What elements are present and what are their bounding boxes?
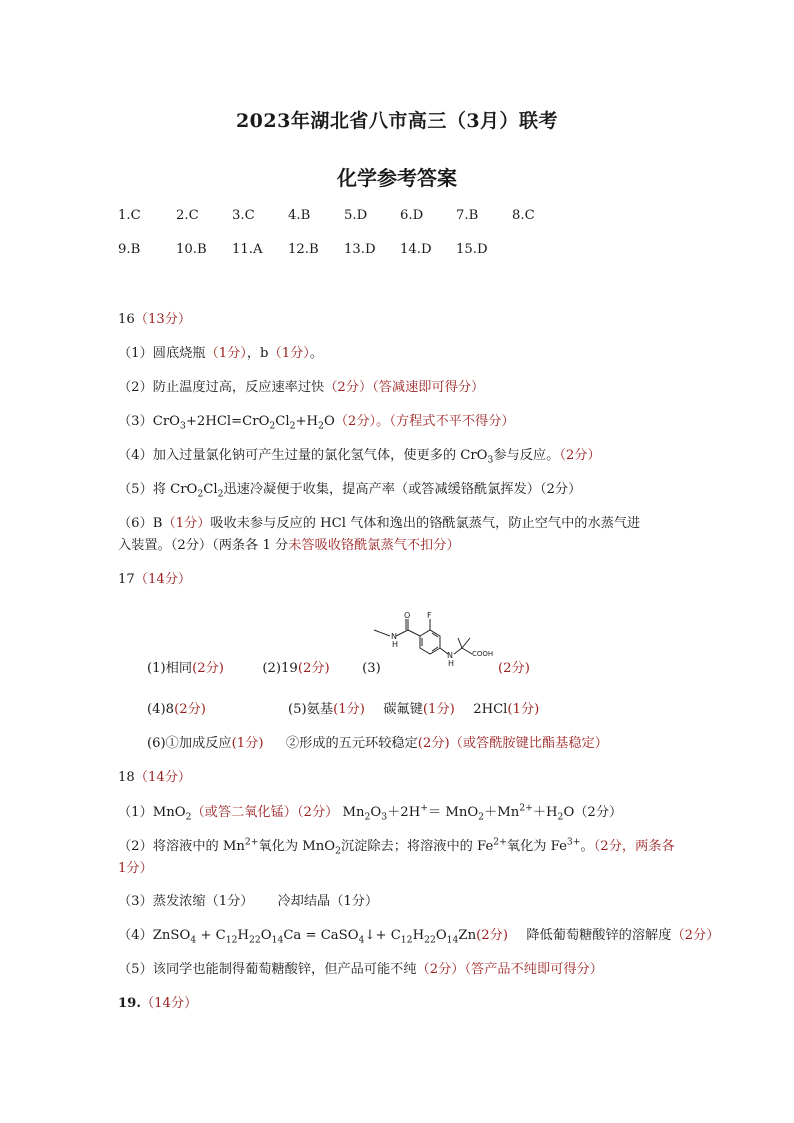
q18-part2-line1: （2）将溶液中的 $Mn^{2+}$氧化为 MnO$_2$沉淀除去；将溶液中的 $Fe^{2+}$氧化为 $Fe^{3+}$。（2分，两条各: [118, 836, 675, 857]
answer-item: 15.D: [456, 242, 488, 257]
answer-item: 9.B: [118, 242, 141, 257]
atom-label: O: [404, 611, 411, 620]
answer-item: 5.D: [344, 208, 368, 223]
answer-item: 7.B: [456, 208, 479, 223]
q18-heading: 18（14分）: [118, 770, 192, 785]
q16-part6-line1: （6）B（1分）吸收未参与反应的 HCl 气体和逸出的铬酰氯蒸气，防止空气中的水蒸气进: [118, 516, 641, 531]
atom-label: N: [391, 632, 397, 641]
answer-item: 1.C: [118, 208, 141, 223]
answer-item: 8.C: [512, 208, 535, 223]
atom-label: N: [447, 651, 453, 660]
answer-item: 14.D: [400, 242, 432, 257]
q16-heading: 16（13分）: [118, 312, 192, 327]
q17-line1: (1)相同(2分) (2)19(2分) (3): [147, 661, 381, 676]
atom-label: H: [448, 659, 455, 668]
q18-part2-line2: 1分）: [118, 861, 153, 876]
q18-part3: （3）蒸发浓缩（1分） 冷却结晶（1分）: [118, 894, 379, 909]
q17-heading: 17（14分）: [118, 572, 192, 587]
q17-part3-score: (2分): [498, 661, 530, 676]
q18-part5: （5）该同学也能制得葡萄糖酸锌，但产品可能不纯（2分）（答产品不纯即可得分）: [118, 962, 603, 977]
answer-item: 4.B: [288, 208, 311, 223]
answer-item: 13.D: [344, 242, 376, 257]
q19-heading: 19.（14分）: [118, 996, 198, 1011]
answer-item: 12.B: [288, 242, 319, 257]
page-subtitle: 化学参考答案: [337, 166, 457, 190]
molecule-structure-diagram: [360, 610, 510, 674]
answer-item: 2.C: [176, 208, 199, 223]
answer-item: 10.B: [176, 242, 207, 257]
q16-part5: （5）将 $CrO_2Cl_2$迅速冷凝便于收集，提高产率（或答减缓铬酰氯挥发）（2分）: [118, 482, 582, 500]
atom-label: COOH: [472, 650, 494, 658]
q17-line3: (6)①加成反应(1分) ②形成的五元环较稳定(2分)（或答酰胺键比酯基稳定）: [147, 736, 608, 751]
answer-item: 3.C: [232, 208, 255, 223]
q18-part4: （4）ZnSO$_4$ + $C_{12}H_{22}O_{14}Ca$ = CaSO$_4$↓+ $C_{12}H_{22}O_{14}Zn(2$分) 降低葡萄糖酸锌的溶解度（2分）: [118, 928, 720, 946]
q16-part3: $(3)CrO_3+2HCl=CrO_2Cl_2+H_2O(2$分）。（方程式不平不得分）: [118, 414, 515, 432]
q18-part1: （1）MnO$_2$（或答二氧化锰）（2分） $Mn_2O_3+2H^+= MnO_2+Mn^{2+}+H_2O(2$分）: [118, 802, 623, 823]
page-title: 2023年湖北省八市高三（3月）联考: [235, 110, 559, 132]
answer-item: 11.A: [232, 242, 263, 257]
q17-line2: (4)8(2分): [147, 702, 206, 717]
q16-part4: （4）加入过量氯化钠可产生过量的氯化氢气体，使更多的 CrO$_3$参与反应。（2分）: [118, 448, 601, 466]
q16-part2: （2）防止温度过高，反应速率过快（2分）（答减速即可得分）: [118, 380, 485, 395]
atom-label: F: [427, 611, 432, 620]
q16-part1: （1）圆底烧瓶（1分），b（1分）。: [118, 346, 324, 361]
atom-label: H: [392, 640, 399, 649]
q17-part5: (5)氨基(1分) 碳氟键(1分) 2HCl(1分): [288, 702, 540, 717]
q16-part6-line2: 入装置。（2分）（两条各 1 分未答吸收铬酰氯蒸气不扣分）: [118, 538, 460, 553]
answer-item: 6.D: [400, 208, 424, 223]
